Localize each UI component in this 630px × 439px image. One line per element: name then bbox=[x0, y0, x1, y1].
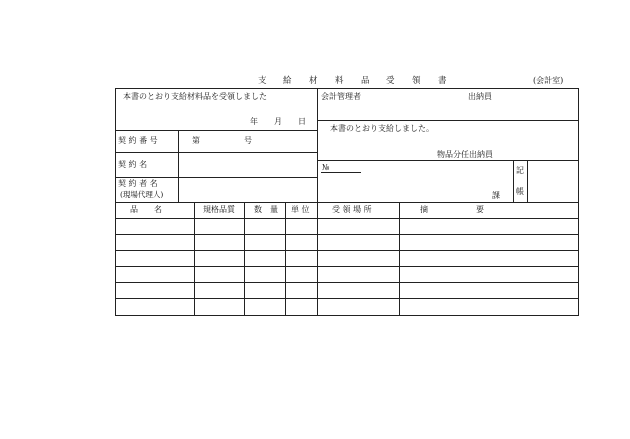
table-cell[interactable] bbox=[288, 254, 314, 263]
date-year: 年 bbox=[250, 117, 258, 126]
table-cell[interactable] bbox=[402, 238, 575, 247]
table-cell[interactable] bbox=[288, 286, 314, 295]
record-label: 帳 bbox=[516, 187, 524, 196]
table-cell[interactable] bbox=[247, 270, 282, 279]
left-rule bbox=[115, 177, 317, 178]
title-char: 書 bbox=[438, 76, 447, 86]
record-divider bbox=[527, 160, 528, 202]
table-col-line bbox=[194, 202, 195, 316]
table-cell[interactable] bbox=[320, 302, 396, 311]
table-cell[interactable] bbox=[197, 222, 241, 231]
table-row-line bbox=[115, 218, 579, 219]
table-col-line bbox=[244, 202, 245, 316]
title-char: 給 bbox=[283, 76, 292, 86]
table-row-line bbox=[115, 298, 579, 299]
table-cell[interactable] bbox=[247, 254, 282, 263]
border-top bbox=[115, 88, 579, 89]
left-rule bbox=[115, 130, 317, 131]
border-bottom bbox=[115, 315, 579, 316]
table-cell[interactable] bbox=[247, 222, 282, 231]
header-spec: 規格品質 bbox=[203, 205, 235, 214]
dai-label: 第 bbox=[192, 136, 200, 145]
table-col-line bbox=[285, 202, 286, 316]
table-cell[interactable] bbox=[320, 222, 396, 231]
accounting-manager-label: 会計管理者 bbox=[321, 92, 361, 101]
title-char: 支 bbox=[258, 76, 267, 86]
header-place: 受 領 場 所 bbox=[332, 205, 372, 214]
table-cell[interactable] bbox=[118, 286, 191, 295]
right-rule bbox=[317, 120, 579, 121]
header-remarks: 摘 要 bbox=[420, 205, 484, 214]
record-label: 記 bbox=[516, 166, 524, 175]
disbursing-officer-label: 出納員 bbox=[468, 92, 492, 101]
header-quantity: 数 量 bbox=[254, 205, 278, 214]
table-row-line bbox=[115, 282, 579, 283]
contract-number-label: 契 約 番 号 bbox=[118, 136, 158, 145]
table-cell[interactable] bbox=[118, 238, 191, 247]
table-row-line bbox=[115, 250, 579, 251]
receipt-statement: 本書のとおり支給材料品を受領しました bbox=[123, 92, 267, 101]
left-rule bbox=[115, 152, 317, 153]
table-cell[interactable] bbox=[247, 302, 282, 311]
table-cell[interactable] bbox=[247, 238, 282, 247]
table-cell[interactable] bbox=[402, 302, 575, 311]
section-label: 課 bbox=[492, 191, 500, 200]
title-char: 品 bbox=[361, 76, 370, 86]
table-cell[interactable] bbox=[118, 270, 191, 279]
table-cell[interactable] bbox=[197, 302, 241, 311]
title-char: 受 bbox=[386, 76, 395, 86]
office-label: (会計室) bbox=[533, 76, 564, 85]
table-cell[interactable] bbox=[320, 254, 396, 263]
table-cell[interactable] bbox=[402, 254, 575, 263]
table-row-line bbox=[115, 234, 579, 235]
gou-label: 号 bbox=[244, 136, 252, 145]
table-cell[interactable] bbox=[288, 222, 314, 231]
table-row-line bbox=[115, 266, 579, 267]
header-item-name: 品 名 bbox=[130, 205, 162, 214]
table-cell[interactable] bbox=[247, 286, 282, 295]
record-divider bbox=[513, 160, 514, 202]
goods-officer-label: 物品分任出納員 bbox=[437, 150, 493, 159]
right-rule bbox=[317, 160, 579, 161]
table-cell[interactable] bbox=[320, 286, 396, 295]
table-cell[interactable] bbox=[320, 238, 396, 247]
table-cell[interactable] bbox=[197, 286, 241, 295]
table-cell[interactable] bbox=[288, 270, 314, 279]
title-char: 領 bbox=[412, 76, 421, 86]
site-agent-label: (現場代理人) bbox=[120, 190, 164, 199]
date-month: 月 bbox=[274, 117, 282, 126]
table-cell[interactable] bbox=[288, 238, 314, 247]
table-cell[interactable] bbox=[118, 254, 191, 263]
title-char: 材 bbox=[309, 76, 318, 86]
table-cell[interactable] bbox=[402, 286, 575, 295]
table-cell[interactable] bbox=[402, 270, 575, 279]
table-cell[interactable] bbox=[288, 302, 314, 311]
number-label: № bbox=[322, 163, 330, 172]
table-cell[interactable] bbox=[402, 222, 575, 231]
table-cell[interactable] bbox=[118, 302, 191, 311]
number-underline bbox=[321, 172, 361, 173]
date-day: 日 bbox=[298, 117, 306, 126]
table-col-line bbox=[399, 202, 400, 316]
table-top bbox=[115, 202, 579, 203]
table-cell[interactable] bbox=[197, 238, 241, 247]
table-cell[interactable] bbox=[320, 270, 396, 279]
table-cell[interactable] bbox=[118, 222, 191, 231]
table-cell[interactable] bbox=[197, 270, 241, 279]
contract-name-label: 契 約 名 bbox=[118, 160, 148, 169]
table-cell[interactable] bbox=[197, 254, 241, 263]
issue-statement: 本書のとおり支給しました。 bbox=[330, 124, 434, 133]
header-unit: 単 位 bbox=[291, 205, 310, 214]
contractor-name-label: 契 約 者 名 bbox=[118, 179, 158, 188]
title-char: 料 bbox=[335, 76, 344, 86]
label-divider bbox=[178, 130, 179, 202]
